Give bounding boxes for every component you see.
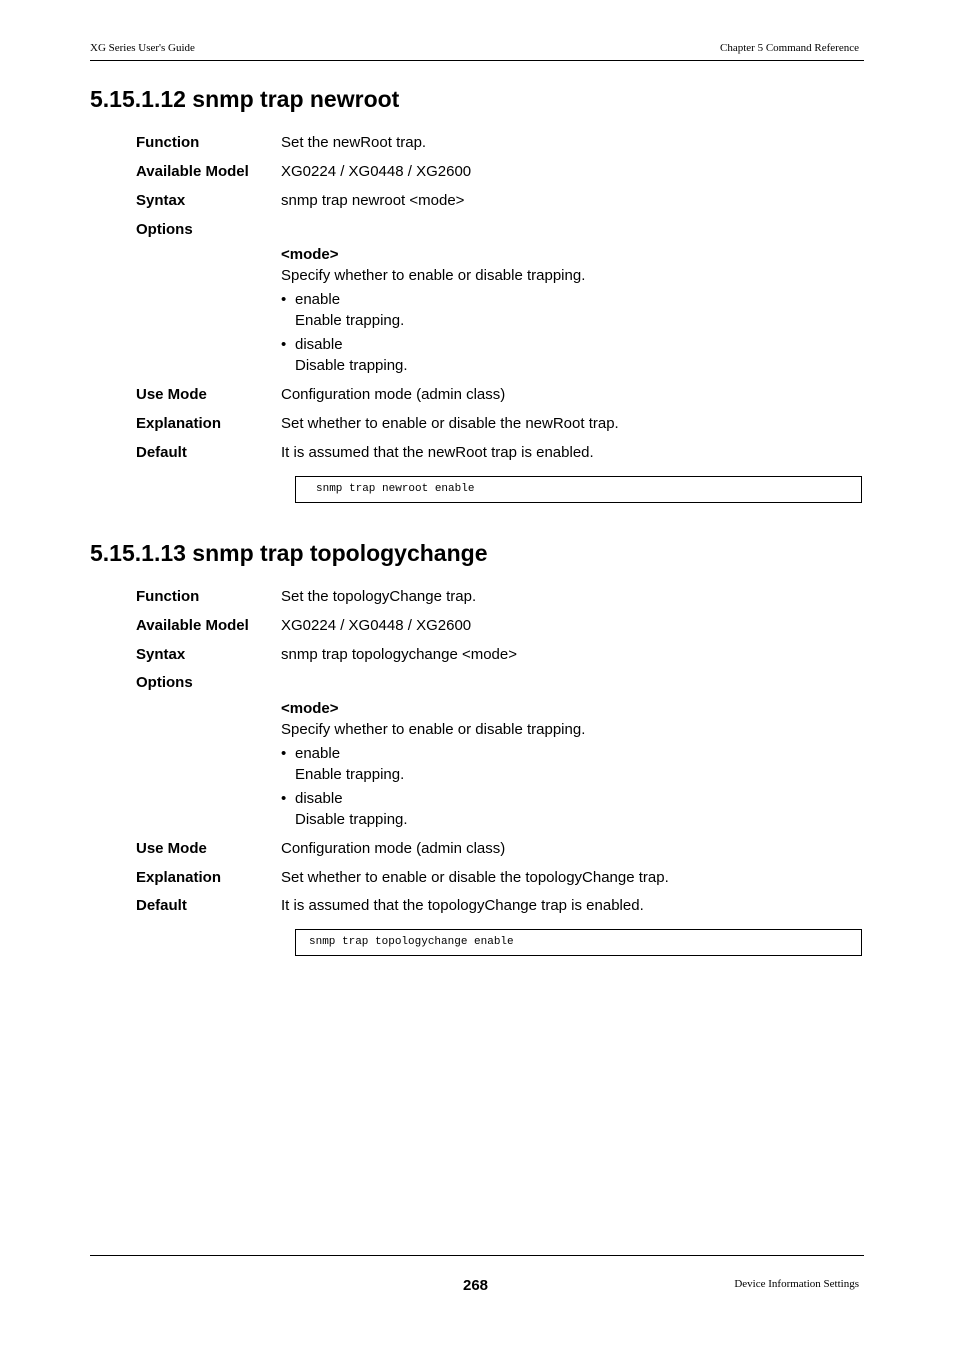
explanation-value: Set whether to enable or disable the topologyChange trap. bbox=[281, 869, 669, 886]
syntax-label: Syntax bbox=[136, 646, 186, 663]
code-example-box bbox=[295, 929, 862, 956]
choice-name: disable bbox=[295, 790, 343, 807]
bullet-marker: • bbox=[281, 336, 287, 353]
default-value: It is assumed that the newRoot trap is enabled. bbox=[281, 444, 594, 461]
function-label: Function bbox=[136, 588, 200, 605]
function-label: Function bbox=[136, 134, 200, 151]
choice-description: Disable trapping. bbox=[295, 811, 408, 828]
bullet-marker: • bbox=[281, 745, 287, 762]
choice-name: enable bbox=[295, 291, 341, 308]
choice-name: enable bbox=[295, 745, 341, 762]
available-model-label: Available Model bbox=[136, 617, 249, 634]
default-value: It is assumed that the topologyChange trap is enabled. bbox=[281, 897, 644, 914]
choice-name: disable bbox=[295, 336, 343, 353]
available-model-label: Available Model bbox=[136, 163, 249, 180]
option-name: <mode> bbox=[281, 700, 339, 717]
page-number: 268 bbox=[463, 1277, 489, 1294]
choice-description: Disable trapping. bbox=[295, 357, 408, 374]
code-example: snmp trap topologychange enable bbox=[309, 936, 514, 948]
use-mode-label: Use Mode bbox=[136, 386, 207, 403]
options-label: Options bbox=[136, 221, 193, 238]
use-mode-value: Configuration mode (admin class) bbox=[281, 840, 506, 857]
use-mode-value: Configuration mode (admin class) bbox=[281, 386, 506, 403]
syntax-value: snmp trap newroot <mode> bbox=[281, 192, 465, 209]
explanation-value: Set whether to enable or disable the newRoot trap. bbox=[281, 415, 619, 432]
option-description: Specify whether to enable or disable trapping. bbox=[281, 267, 586, 284]
option-description: Specify whether to enable or disable trapping. bbox=[281, 721, 586, 738]
running-header-title: XG Series User's Guide bbox=[90, 42, 195, 54]
footer-rule bbox=[90, 1255, 864, 1256]
explanation-label: Explanation bbox=[136, 415, 222, 432]
explanation-label: Explanation bbox=[136, 869, 222, 886]
header-rule bbox=[90, 60, 864, 61]
bullet-marker: • bbox=[281, 790, 287, 807]
default-label: Default bbox=[136, 897, 187, 914]
choice-description: Enable trapping. bbox=[295, 766, 405, 783]
use-mode-label: Use Mode bbox=[136, 840, 207, 857]
code-example: snmp trap newroot enable bbox=[316, 483, 475, 495]
section-title-topologychange: 5.15.1.13 snmp trap topologychange bbox=[90, 540, 488, 566]
option-name: <mode> bbox=[281, 246, 339, 263]
section-title-newroot: 5.15.1.12 snmp trap newroot bbox=[90, 86, 400, 112]
options-label: Options bbox=[136, 674, 193, 691]
function-value: Set the newRoot trap. bbox=[281, 134, 427, 151]
default-label: Default bbox=[136, 444, 187, 461]
function-value: Set the topologyChange trap. bbox=[281, 588, 477, 605]
syntax-value: snmp trap topologychange <mode> bbox=[281, 646, 517, 663]
available-model-value: XG0224 / XG0448 / XG2600 bbox=[281, 617, 472, 634]
code-example-box bbox=[295, 476, 862, 503]
choice-description: Enable trapping. bbox=[295, 312, 405, 329]
bullet-marker: • bbox=[281, 291, 287, 308]
running-footer-section: Device Information Settings bbox=[734, 1278, 859, 1290]
syntax-label: Syntax bbox=[136, 192, 186, 209]
running-header-chapter: Chapter 5 Command Reference bbox=[720, 42, 859, 54]
available-model-value: XG0224 / XG0448 / XG2600 bbox=[281, 163, 472, 180]
